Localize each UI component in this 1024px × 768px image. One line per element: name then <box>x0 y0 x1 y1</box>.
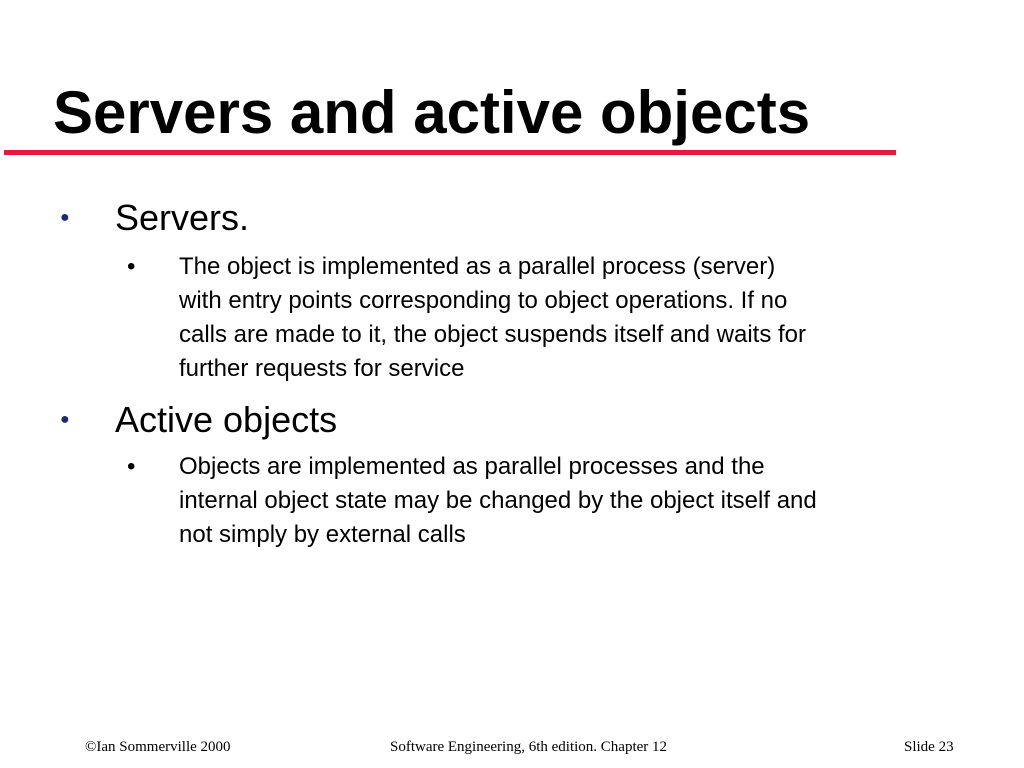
sub-bullet-servers-text <box>179 250 959 386</box>
text-line: with entry points corresponding to object operations. If no <box>179 287 788 314</box>
text-line: Objects are implemented as parallel processes and the <box>179 453 765 480</box>
footer-copyright: ©Ian Sommerville 2000 <box>85 739 231 755</box>
text-line: calls are made to it, the object suspends itself and waits for <box>179 321 806 348</box>
sub-bullet-icon: • <box>127 253 136 280</box>
bullet-servers: Servers. <box>115 197 250 238</box>
text-line: further requests for service <box>179 355 465 382</box>
text-line: not simply by external calls <box>179 521 466 548</box>
bullet-dot-icon: ● <box>60 209 70 226</box>
bullet-active-objects: Active objects <box>115 399 338 440</box>
text-line: internal object state may be changed by the object itself and <box>179 487 817 514</box>
sub-bullet-icon: • <box>127 453 136 480</box>
sub-bullet-active-objects-text <box>179 450 959 552</box>
title-underline-rule <box>4 150 896 155</box>
text-line: The object is implemented as a parallel process (server) <box>179 253 776 280</box>
footer-book-title: Software Engineering, 6th edition. Chapter 12 <box>390 739 668 755</box>
slide-title: Servers and active objects <box>53 79 811 146</box>
bullet-dot-icon: ● <box>60 411 70 428</box>
footer-slide-number: Slide 23 <box>904 739 954 755</box>
